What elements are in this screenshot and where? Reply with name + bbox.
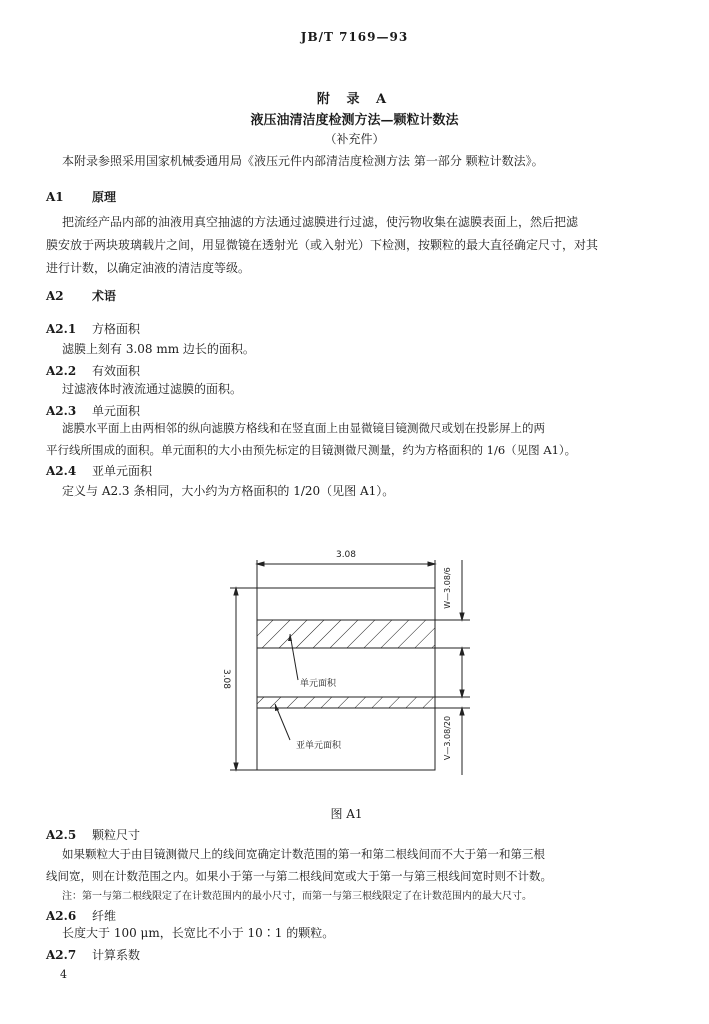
term-a25-note: 注：第一与第二根线限定了在计数范围内的最小尺寸，而第一与第三根线限定了在计数范围内的最大尺寸。	[62, 891, 532, 902]
term-title: 单元面积	[92, 404, 141, 418]
term-a24-text: 定义与 A2.3 条相同，大小约为方格面积的 1/20（见图 A1）。	[62, 484, 395, 498]
term-number: A2.7	[46, 948, 77, 962]
figure-a1	[200, 540, 500, 794]
term-a21-heading	[46, 320, 140, 337]
term-a24-heading	[46, 462, 152, 479]
term-number: A2.3	[46, 404, 77, 418]
figure-label-subunit-area: 亚单元面积	[296, 741, 342, 751]
figure-left-dimension: 3.08	[221, 668, 231, 690]
term-a25-line-1: 如果颗粒大于由目镜测微尺上的线间宽确定计数范围的第一和第二根线间而不大于第一和第三根	[62, 847, 545, 861]
term-number: A2.4	[46, 464, 77, 478]
section-title: 原理	[92, 190, 117, 204]
term-title: 有效面积	[92, 364, 141, 378]
section-a1-heading	[46, 188, 116, 205]
appendix-subtitle: 液压油清洁度检测方法—颗粒计数法	[250, 113, 459, 128]
section-a2-heading	[46, 287, 116, 304]
appendix-title: 附 录 A	[316, 92, 393, 107]
term-a23-line-1: 滤膜水平面上由两相邻的纵向滤膜方格线和在竖直面上由显微镜目镜测微尺或划在投影屏上的两	[62, 421, 545, 435]
term-title: 纤维	[92, 909, 117, 923]
term-title: 方格面积	[92, 322, 141, 336]
term-a27-heading	[46, 946, 140, 963]
section-number: A2	[46, 289, 64, 303]
figure-a1-drawing	[200, 540, 500, 790]
term-a26-text: 长度大于 100 μm，长宽比不小于 10∶1 的颗粒。	[62, 926, 335, 940]
term-a25-heading	[46, 826, 140, 843]
page-number: 4	[60, 968, 67, 981]
term-number: A2.2	[46, 364, 77, 378]
term-number: A2.6	[46, 909, 77, 923]
figure-top-dimension: 3.08	[335, 550, 357, 560]
figure-right-dimension-lower: V—3.08/20	[443, 715, 452, 761]
term-title: 颗粒尺寸	[92, 828, 141, 842]
term-number: A2.1	[46, 322, 77, 336]
term-a25-line-2: 线间宽，则在计数范围之内。如果小于第一与第二根线间宽或大于第一与第三根线间宽时则不计数。	[46, 869, 552, 883]
term-title: 亚单元面积	[92, 464, 153, 478]
term-a22-text: 过滤液体时液流通过滤膜的面积。	[62, 382, 243, 396]
page-header: JB/T 7169—93	[300, 30, 409, 44]
figure-caption: 图 A1	[330, 807, 363, 821]
appendix-supplement: （补充件）	[324, 132, 385, 146]
section-a1-line-3: 进行计数，以确定油液的清洁度等级。	[46, 261, 251, 275]
term-a22-heading	[46, 362, 140, 379]
section-title: 术语	[92, 289, 117, 303]
intro-paragraph: 本附录参照采用国家机械委通用局《液压元件内部清洁度检测方法 第一部分 颗粒计数法》。	[62, 154, 544, 168]
section-number: A1	[46, 190, 64, 204]
figure-label-unit-area: 单元面积	[300, 679, 337, 689]
term-a23-line-2: 平行线所围成的面积。单元面积的大小由预先标定的目镜测微尺测量，约为方格面积的 1/6（见图 A1）。	[46, 443, 577, 457]
figure-right-dimension-upper: W—3.08/6	[443, 567, 452, 609]
term-a21-text: 滤膜上刻有 3.08 mm 边长的面积。	[62, 342, 255, 356]
section-a1-line-1: 把流经产品内部的油液用真空抽滤的方法通过滤膜进行过滤，使污物收集在滤膜表面上，然后把滤	[62, 215, 579, 229]
section-a1-line-2: 膜安放于两块玻璃载片之间，用显微镜在透射光（或入射光）下检测，按颗粒的最大直径确定尺寸，对其	[46, 238, 599, 252]
term-title: 计算系数	[92, 948, 141, 962]
term-number: A2.5	[46, 828, 77, 842]
